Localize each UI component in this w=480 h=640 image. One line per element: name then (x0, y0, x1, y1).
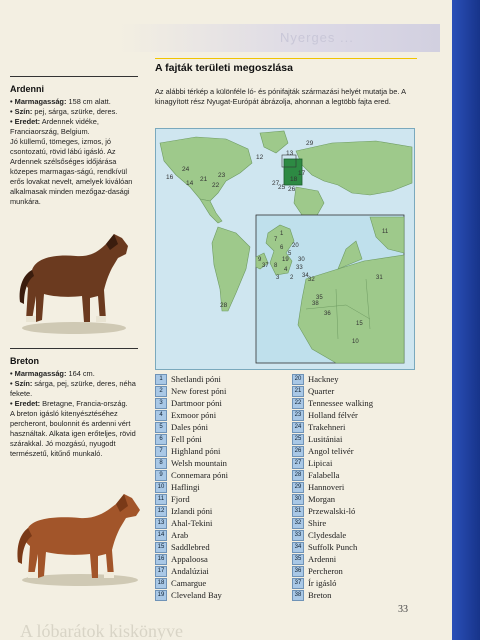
legend-breed-name: Tennessee walking (308, 398, 374, 408)
map-label: 34 (302, 273, 309, 279)
legend-breed-name: Falabella (308, 470, 340, 480)
legend-number-badge: 3 (155, 398, 167, 409)
legend-item (292, 553, 373, 565)
legend-breed-name: Arab (171, 530, 189, 540)
map-label: 16 (166, 174, 174, 181)
legend-column-right (292, 373, 373, 601)
legend-number-badge: 16 (155, 554, 167, 565)
map-label: 32 (308, 277, 315, 283)
legend-item (155, 445, 228, 457)
map-label: 3 (276, 275, 280, 281)
legend-item (292, 397, 373, 409)
legend-breed-name: Camargue (171, 578, 207, 588)
map-label: 23 (218, 172, 226, 179)
legend-number-badge: 26 (292, 446, 304, 457)
legend-breed-name: Breton (308, 590, 332, 600)
legend-item (155, 385, 228, 397)
map-label: 24 (182, 166, 190, 173)
legend-item (292, 421, 373, 433)
legend-number-badge: 28 (292, 470, 304, 481)
legend-item (155, 553, 228, 565)
breed-fact: • Marmagasság: 164 cm. (10, 369, 95, 378)
legend-breed-name: Clydesdale (308, 530, 347, 540)
legend-number-badge: 11 (155, 494, 167, 505)
map-label: 37 (262, 263, 269, 269)
legend-item (155, 517, 228, 529)
legend-breed-name: Highland póni (171, 446, 221, 456)
map-label: 20 (292, 243, 299, 249)
map-label: 33 (296, 265, 303, 271)
legend-number-badge: 38 (292, 590, 304, 601)
map-label: 11 (382, 229, 389, 235)
map-label: 21 (200, 176, 208, 183)
book-cover-edge (452, 0, 480, 640)
legend-item (155, 493, 228, 505)
legend-breed-name: Andalúziai (171, 566, 209, 576)
legend-breed-name: Morgan (308, 494, 336, 504)
legend-number-badge: 27 (292, 458, 304, 469)
map-label: 1 (280, 231, 284, 237)
legend-breed-name: Ardenni (308, 554, 337, 564)
legend-item (155, 541, 228, 553)
map-label: 19 (282, 257, 289, 263)
breton-horse-image (10, 488, 150, 588)
legend-number-badge: 7 (155, 446, 167, 457)
legend-breed-name: Exmoor póni (171, 410, 217, 420)
legend-breed-name: Percheron (308, 566, 343, 576)
legend-item (155, 421, 228, 433)
breed-fact: • Szín: pej, sárga, szürke, deres. (10, 107, 118, 116)
legend-breed-name: Shire (308, 518, 327, 528)
legend-breed-name: Dales póni (171, 422, 208, 432)
legend-number-badge: 2 (155, 386, 167, 397)
legend-number-badge: 37 (292, 578, 304, 589)
map-label: 35 (316, 295, 323, 301)
legend-item (292, 433, 373, 445)
breed-fact: • Eredet: Ardennek vidéke, Franciaország, Belgium. (10, 117, 99, 136)
divider (10, 76, 138, 77)
map-label: 30 (298, 257, 305, 263)
divider (10, 348, 138, 349)
map-label: 17 (298, 170, 306, 177)
legend-number-badge: 14 (155, 530, 167, 541)
map-label: 9 (258, 257, 262, 263)
legend-number-badge: 35 (292, 554, 304, 565)
legend-item (155, 433, 228, 445)
legend-number-badge: 1 (155, 374, 167, 385)
map-label: 31 (376, 275, 383, 281)
breed-title: Ardenni (10, 84, 45, 94)
legend-breed-name: Welsh mountain (171, 458, 227, 468)
legend-item (292, 469, 373, 481)
legend-item (292, 493, 373, 505)
legend-item (292, 541, 373, 553)
legend-breed-name: Hackney (308, 374, 339, 384)
legend-item (292, 517, 373, 529)
breed-fact: • Szín: sárga, pej, szürke, deres, néha fekete. (10, 379, 136, 398)
faded-footer: A lóbarátok kiskönyve (20, 622, 183, 640)
legend-number-badge: 10 (155, 482, 167, 493)
legend-breed-name: Suffolk Punch (308, 542, 358, 552)
legend-item (155, 409, 228, 421)
legend-number-badge: 36 (292, 566, 304, 577)
map-label: 18 (290, 176, 298, 183)
legend-breed-name: Fell póni (171, 434, 202, 444)
legend-breed-name: Hannoveri (308, 482, 345, 492)
legend-item (155, 577, 228, 589)
map-label: 5 (288, 251, 292, 257)
legend-item (292, 445, 373, 457)
section-title: A fajták területi megoszlása (155, 62, 293, 74)
legend-breed-name: Quarter (308, 386, 335, 396)
legend-item (155, 457, 228, 469)
map-label: 22 (212, 182, 220, 189)
breed-fact: • Marmagasság: 158 cm alatt. (10, 97, 111, 106)
legend-number-badge: 32 (292, 518, 304, 529)
legend-breed-name: New forest póni (171, 386, 227, 396)
map-label: 2 (290, 275, 294, 281)
legend-breed-name: Lipicai (308, 458, 333, 468)
legend-breed-name: Ahal-Tekini (171, 518, 213, 528)
map-label: 4 (284, 267, 288, 273)
legend-number-badge: 33 (292, 530, 304, 541)
legend-number-badge: 25 (292, 434, 304, 445)
accent-rule (155, 58, 417, 59)
legend-number-badge: 24 (292, 422, 304, 433)
map-label: 14 (186, 180, 194, 187)
breed-title: Breton (10, 356, 39, 366)
legend-number-badge: 19 (155, 590, 167, 601)
map-label: 15 (356, 321, 363, 327)
legend-number-badge: 22 (292, 398, 304, 409)
legend-breed-name: Izlandi póni (171, 506, 213, 516)
map-label: 12 (256, 154, 264, 161)
map-label: 27 (272, 180, 280, 187)
legend-breed-name: Saddlebred (171, 542, 210, 552)
legend-number-badge: 34 (292, 542, 304, 553)
legend-column-left (155, 373, 228, 601)
legend-number-badge: 29 (292, 482, 304, 493)
legend-number-badge: 4 (155, 410, 167, 421)
legend-item (292, 457, 373, 469)
legend-number-badge: 5 (155, 422, 167, 433)
legend-number-badge: 20 (292, 374, 304, 385)
map-label: 26 (288, 186, 296, 193)
legend-item (155, 565, 228, 577)
legend-breed-name: Dartmoor póni (171, 398, 222, 408)
legend-item (292, 409, 373, 421)
legend-breed-name: Appaloosa (171, 554, 208, 564)
map-label: 29 (306, 140, 314, 147)
legend-breed-name: Haflingi (171, 482, 200, 492)
page-number: 33 (398, 604, 408, 615)
legend-number-badge: 21 (292, 386, 304, 397)
section-intro: Az alábbi térkép a különféle ló- és pónifajták származási helyét mutatja be. A kinagyított rész Nyugat-Európát ábrázolja, ahonnan a legtöbb fajta ered. (155, 87, 406, 106)
legend-number-badge: 12 (155, 506, 167, 517)
legend-breed-name: Connemara póni (171, 470, 229, 480)
legend-breed-name: Angol telivér (308, 446, 354, 456)
legend-number-badge: 9 (155, 470, 167, 481)
map-label: 6 (280, 245, 284, 251)
legend-breed-name: Shetlandi póni (171, 374, 221, 384)
breed-fact: • Eredet: Bretagne, Francia-ország. (10, 399, 128, 408)
legend-item (155, 589, 228, 601)
ardenni-horse-image (10, 224, 138, 336)
legend-item (155, 505, 228, 517)
legend-item (155, 481, 228, 493)
legend-number-badge: 6 (155, 434, 167, 445)
legend-breed-name: Ír igásló (308, 578, 337, 588)
legend-item (292, 505, 373, 517)
map-label: 10 (352, 339, 359, 345)
legend-item (292, 589, 373, 601)
legend-breed-name: Lusitániai (308, 434, 343, 444)
legend-number-badge: 23 (292, 410, 304, 421)
legend-item (155, 397, 228, 409)
faded-header: Nyerges ... (120, 24, 440, 52)
legend-item (292, 385, 373, 397)
legend-breed-name: Trakehneri (308, 422, 346, 432)
legend-number-badge: 18 (155, 578, 167, 589)
legend-item (292, 481, 373, 493)
legend-breed-name: Przewalski-ló (308, 506, 356, 516)
breed-description: A breton igásló kitenyésztéséhez percheront, boulonnit és ardenni vért használtak. Alkata igen erőteljes, rövid szárakkal. Jó mozgású, nyugodt természetű, kitűnő munkaló. (10, 409, 136, 458)
legend-breed-name: Fjord (171, 494, 190, 504)
legend-number-badge: 8 (155, 458, 167, 469)
legend-item (292, 577, 373, 589)
legend-number-badge: 15 (155, 542, 167, 553)
map-label: 25 (278, 184, 286, 191)
legend-number-badge: 17 (155, 566, 167, 577)
map-label: 8 (274, 263, 278, 269)
map-label: 28 (220, 302, 228, 309)
breed-description: Jó küllemű, tömeges, izmos, jó csontozatú, rövid lábú igásló. Az Ardennek szélsőséges időjárása közepes marmagas-ságú, rendkívül erős lovakat nevelt, amelyek kiválóan alkalmasak minden mezőgaz-dasági munkára. (10, 137, 133, 206)
legend-item (292, 529, 373, 541)
legend-item (292, 373, 373, 385)
breed-ardenni (10, 84, 138, 207)
legend-number-badge: 30 (292, 494, 304, 505)
map-label: 7 (274, 237, 278, 243)
legend-breed-name: Holland félvér (308, 410, 358, 420)
map-label: 13 (286, 150, 294, 157)
breed-breton (10, 356, 138, 459)
legend-number-badge: 13 (155, 518, 167, 529)
legend-item (155, 469, 228, 481)
legend-item (155, 529, 228, 541)
breed-origin-map (155, 128, 415, 370)
legend-item (155, 373, 228, 385)
map-label: 38 (312, 301, 319, 307)
legend-item (292, 565, 373, 577)
map-label: 36 (324, 311, 331, 317)
legend-breed-name: Cleveland Bay (171, 590, 222, 600)
world-map-graphic (156, 129, 414, 369)
legend-number-badge: 31 (292, 506, 304, 517)
